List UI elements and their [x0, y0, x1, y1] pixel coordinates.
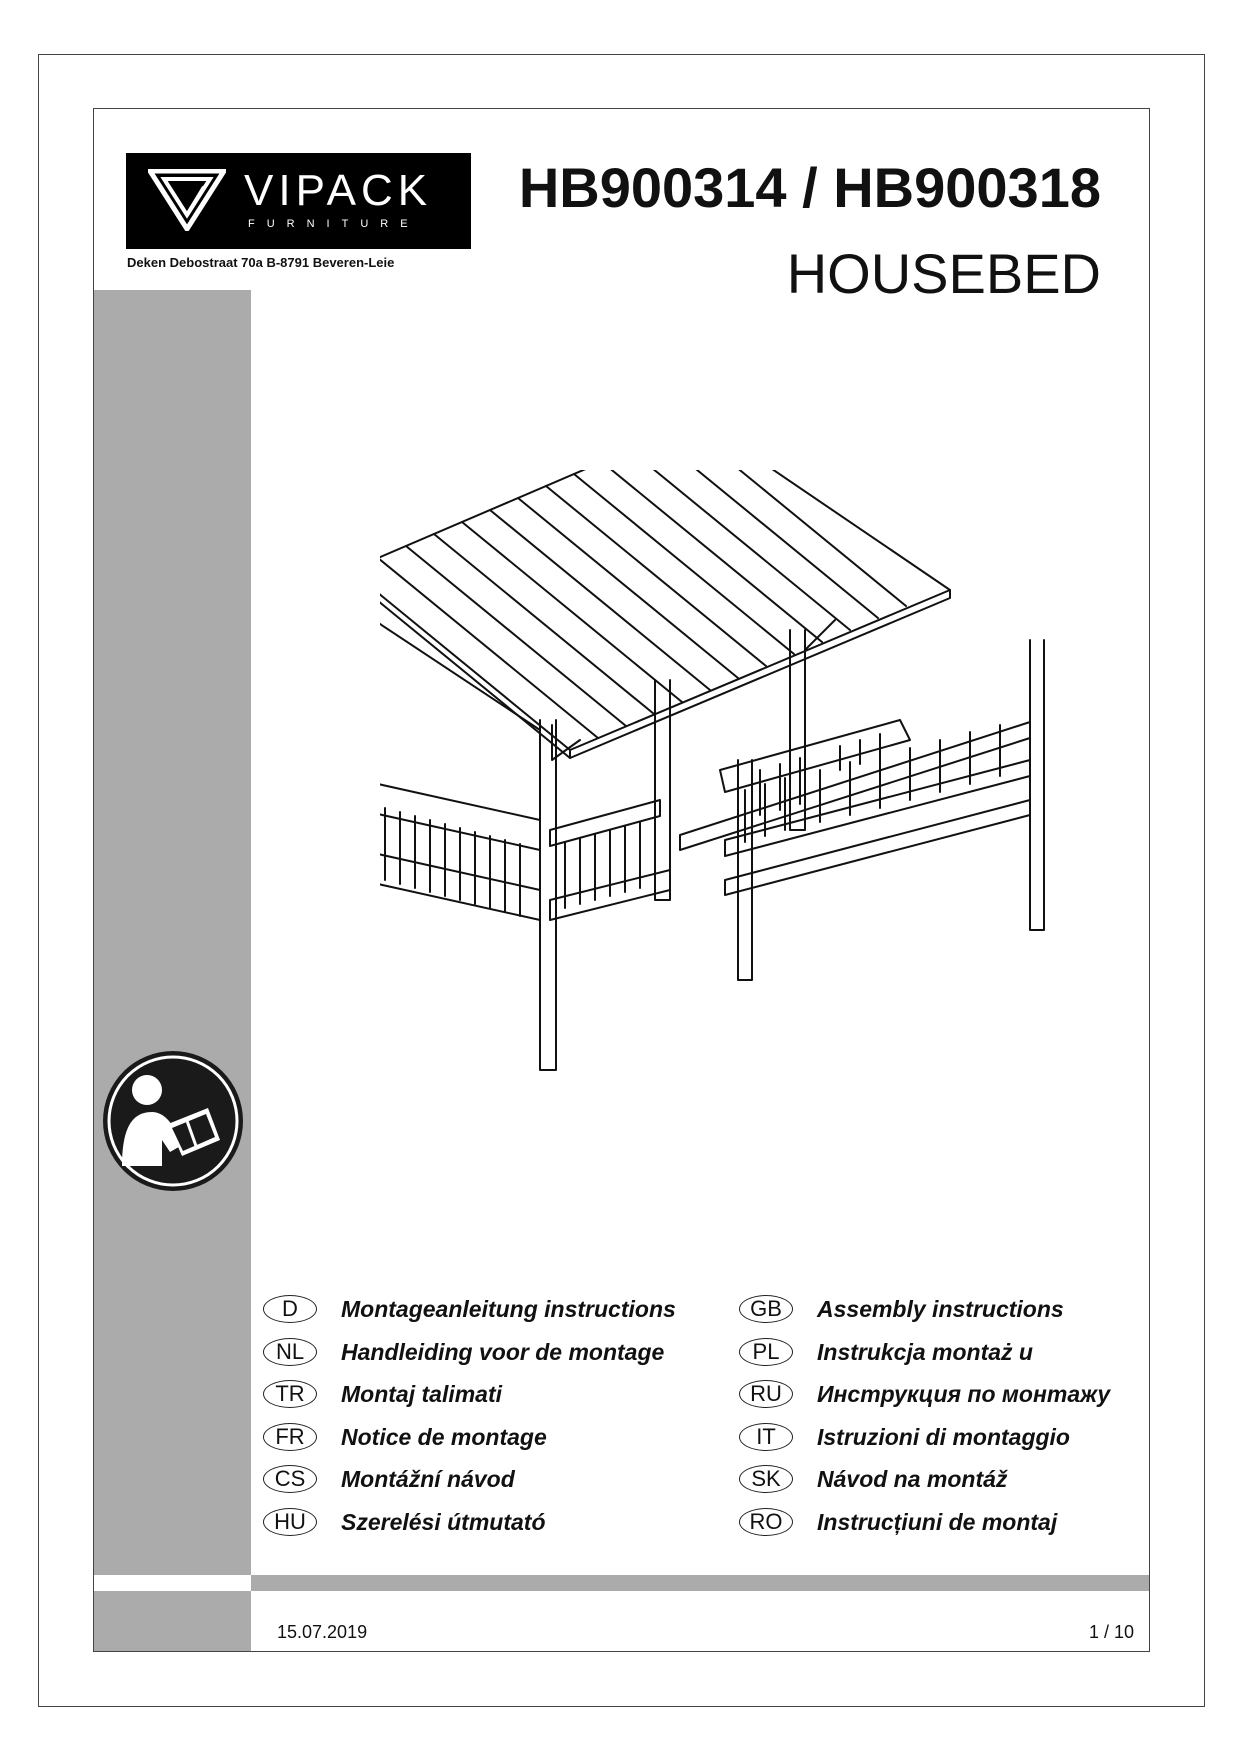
vipack-logo — [126, 153, 471, 249]
language-title: Instrukcja montaż u — [817, 1338, 1033, 1365]
front-mid-rail — [550, 800, 660, 846]
product-name-title: HOUSEBED — [786, 242, 1101, 305]
language-badge: IT — [739, 1423, 793, 1451]
read-manual-icon — [100, 1048, 246, 1194]
language-badge: D — [263, 1295, 317, 1323]
housebed-illustration — [380, 470, 1080, 1100]
language-badge: SK — [739, 1465, 793, 1493]
logo-wordmark: VIPACK — [244, 166, 433, 215]
language-title: Instrucțiuni de montaj — [817, 1508, 1058, 1535]
language-title: Montageanleitung instructions — [341, 1295, 676, 1322]
document-date: 15.07.2019 — [277, 1622, 368, 1642]
company-address: Deken Debostraat 70a B-8791 Beveren-Leie — [127, 255, 395, 270]
language-title: Assembly instructions — [817, 1295, 1064, 1322]
language-badge: FR — [263, 1423, 317, 1451]
language-title: Montážní návod — [341, 1465, 515, 1492]
language-row-it — [739, 1420, 1070, 1454]
language-badge: CS — [263, 1465, 317, 1493]
language-badge: PL — [739, 1338, 793, 1366]
right-end-rail — [725, 760, 1030, 856]
language-row-pl — [739, 1335, 1033, 1369]
language-row-hu — [263, 1505, 546, 1539]
language-title: Szerelési útmutató — [341, 1508, 546, 1535]
language-row-nl — [263, 1335, 664, 1369]
right-end-bottom — [725, 800, 1030, 895]
language-badge: RO — [739, 1508, 793, 1536]
sidebar-gap — [94, 1575, 251, 1591]
language-row-ro — [739, 1505, 1057, 1539]
language-title: Notice de montage — [341, 1423, 547, 1450]
language-title: Návod na montáž — [817, 1465, 1008, 1492]
language-row-ru — [739, 1377, 1110, 1411]
language-title: Montaj talimati — [341, 1380, 503, 1407]
footer-bar — [251, 1575, 1149, 1591]
model-numbers-title: HB900314 / HB900318 — [518, 156, 1101, 219]
language-badge: GB — [739, 1295, 793, 1323]
language-row-gb — [739, 1292, 1064, 1326]
logo-subtitle: FURNITURE — [248, 218, 420, 230]
front-middle-post — [540, 720, 556, 1070]
language-title: Инструкция по монтажу — [817, 1380, 1111, 1407]
language-badge: HU — [263, 1508, 317, 1536]
left-sidebar-band — [94, 290, 251, 1651]
language-row-sk — [739, 1462, 1007, 1496]
language-row-de — [263, 1292, 676, 1326]
right-end-panel — [720, 720, 910, 792]
language-title: Istruzioni di montaggio — [817, 1423, 1070, 1450]
language-row-tr — [263, 1377, 502, 1411]
language-title: Handleiding voor de montage — [341, 1338, 665, 1365]
page-number: 1 / 10 — [1088, 1622, 1134, 1642]
back-rail — [680, 722, 1030, 850]
language-row-fr — [263, 1420, 547, 1454]
language-badge: NL — [263, 1338, 317, 1366]
roof-panel — [380, 470, 950, 750]
vipack-logo-mark-icon — [148, 169, 226, 231]
back-right-post — [1030, 640, 1044, 930]
language-row-cs — [263, 1462, 515, 1496]
language-badge: TR — [263, 1380, 317, 1408]
language-badge: RU — [739, 1380, 793, 1408]
